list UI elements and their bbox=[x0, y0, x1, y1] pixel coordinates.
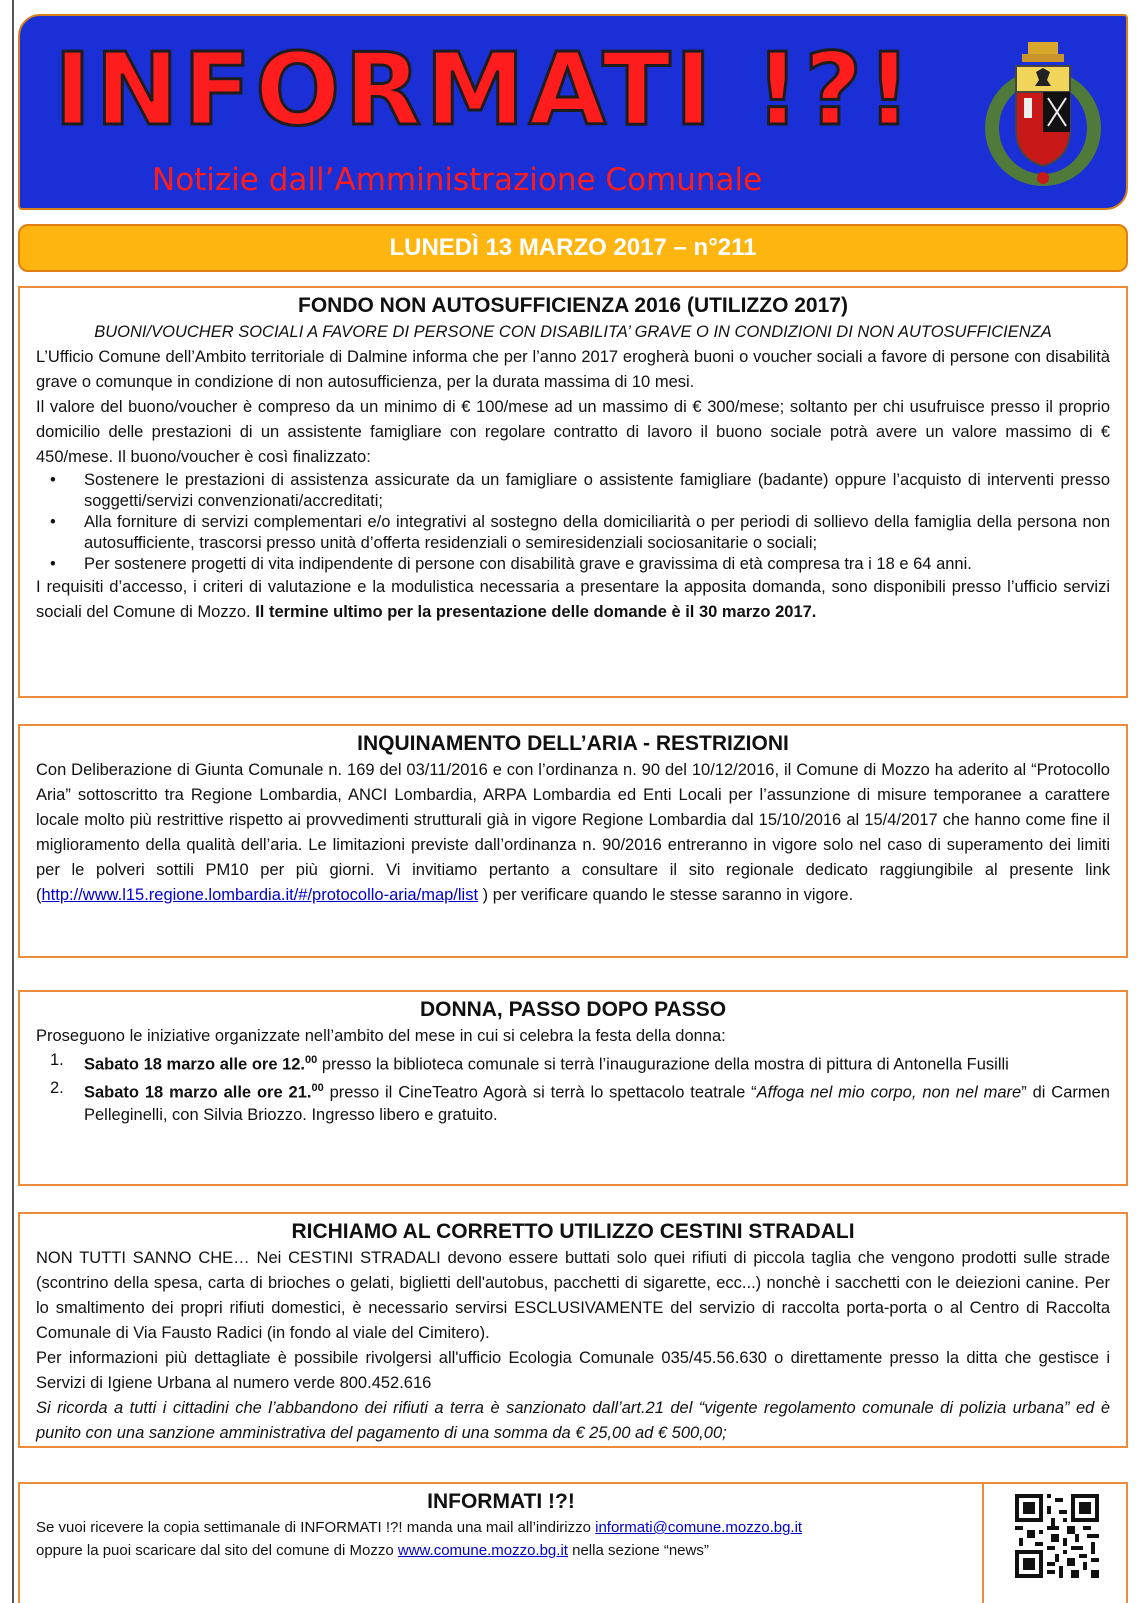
event-text: presso la biblioteca comunale si terrà l’inaugurazione della mostra di pittura di Antonella Fusilli bbox=[317, 1055, 1009, 1074]
footer-informati bbox=[18, 1482, 984, 1603]
qr-code-box bbox=[982, 1482, 1128, 1603]
email-link[interactable]: informati@comune.mozzo.bg.it bbox=[595, 1519, 803, 1536]
event-minutes: 00 bbox=[311, 1081, 324, 1094]
article-title: RICHIAMO AL CORRETTO UTILIZZO CESTINI STRADALI bbox=[291, 1220, 855, 1243]
article-text-end: ) per verificare quando le stesse saranno in vigore. bbox=[478, 886, 854, 904]
article-paragraph: Si ricorda a tutti i cittadini che l’abbandono dei rifiuti a terra è sanzionato dall’art.21 del “vigente regolamento comunale di polizia urbana” ed è punito con una sanzione amministrativa del pagamento di una somma da € 25,00 ad € 500,00; bbox=[36, 1399, 1110, 1442]
list-item bbox=[50, 1077, 1110, 1128]
article-text: Con Deliberazione di Giunta Comunale n. 169 del 03/11/2016 e con l’ordinanza n. 90 del 10/12/2016, il Comune di Mozzo ha aderito al “Protocollo Aria” sottoscritto tra Regione Lombardia, ANCI Lombardia, ARPA Lombardia ed Enti Locali per l’assunzione di misure temporanee a carattere locale molto più restrittive rispetto ai provvedimenti strutturali già in vigore Regione Lombardia dal 15/10/2016 al 15/4/2017 che hanno come fine il miglioramento della qualità dell’aria. Le limitazioni previste dall’ordinanza n. 90/2016 entreranno in vigore solo nel caso di superamento dei limiti per le polveri sottili PM10 per più giorni. Vi invitiamo pertanto a consultare il sito regionale dedicato raggiungibile al presente link ( bbox=[36, 761, 1110, 904]
bullet-list bbox=[36, 470, 1110, 575]
masthead-subtitle: Notizie dall’Amministrazione Comunale bbox=[152, 162, 763, 198]
item-number: 2. bbox=[50, 1078, 64, 1097]
footer-line bbox=[36, 1539, 966, 1562]
qr-code-icon[interactable] bbox=[1015, 1494, 1099, 1578]
article-paragraph bbox=[36, 758, 1110, 908]
article-donna-passo-dopo-passo bbox=[18, 990, 1128, 1186]
article-paragraph: L’Ufficio Comune dell’Ambito territoriale di Dalmine informa che per l’anno 2017 erogherà buoni o voucher sociali a favore di persone con disabilità grave o comunque in condizione di non autosufficienza, per la durata massima di 10 mesi. bbox=[36, 348, 1110, 391]
event-text-end: ” di Carmen Pelleginelli, con Silvia Briozzo. Ingresso libero e gratuito. bbox=[84, 1083, 1110, 1124]
article-paragraph: Il valore del buono/voucher è compreso da un minimo di € 100/mese ad un massimo di € 300/mese; soltanto per chi usufruisce presso il proprio domicilio delle prestazioni di un assistente famigliare con regolare contratto di lavoro il buono sociale potrà avere un valore massimo di € 450/mese. Il buono/voucher è così finalizzato: bbox=[36, 398, 1110, 466]
event-minutes: 00 bbox=[305, 1054, 318, 1066]
footer-text: Se vuoi ricevere la copia settimanale di INFORMATI !?! manda una mail all’indirizzo bbox=[36, 1519, 596, 1536]
list-item: • Alla forniture di servizi complementari e/o integrativi al sostegno della domiciliarità o per periodi di sollievo della famiglia della persona non autosufficiente, trascorsi presso unità d’offerta residenziali o semiresidenziali sociosanitarie o sociali; bbox=[84, 512, 1110, 554]
article-fondo-non-autosufficienza bbox=[18, 286, 1128, 698]
event-date: Sabato 18 marzo alle ore 21. bbox=[84, 1083, 312, 1101]
article-inquinamento-aria bbox=[18, 724, 1128, 958]
masthead-title: INFORMATI !?! bbox=[54, 31, 916, 148]
website-link[interactable]: www.comune.mozzo.bg.it bbox=[397, 1542, 568, 1559]
municipal-crest-icon bbox=[978, 36, 1108, 196]
list-item: • Sostenere le prestazioni di assistenza assicurate da un famigliare o assistente famigliare (badante) oppure l’acquisto di interventi presso soggetti/servizi convenzionati/accreditati; bbox=[84, 470, 1110, 512]
page-left-rule bbox=[12, 0, 14, 1603]
footer-text: nella sezione “news” bbox=[567, 1542, 709, 1559]
article-intro: Proseguono le iniziative organizzate nell’ambito del mese in cui si celebra la festa della donna: bbox=[36, 1027, 726, 1045]
list-item bbox=[50, 1049, 1110, 1077]
article-paragraph: Per informazioni più dettagliate è possibile rivolgersi all'ufficio Ecologia Comunale 035/45.56.630 o direttamente presso la ditta che gestisce i Servizi di Igiene Urbana al numero verde 800.452.616 bbox=[36, 1349, 1110, 1392]
list-item: • Per sostenere progetti di vita indipendente di persone con disabilità grave e gravissima di età compresa tra i 18 e 64 anni. bbox=[84, 554, 1110, 575]
deadline-text: Il termine ultimo per la presentazione delle domande è il 30 marzo 2017. bbox=[255, 603, 817, 621]
article-title: DONNA, PASSO DOPO PASSO bbox=[419, 998, 727, 1021]
event-date: Sabato 18 marzo alle ore 12. bbox=[84, 1055, 306, 1074]
protocollo-aria-link[interactable]: http://www.l15.regione.lombardia.it/#/protocollo-aria/map/list bbox=[41, 886, 479, 904]
masthead bbox=[18, 14, 1128, 210]
footer-text: oppure la puoi scaricare dal sito del comune di Mozzo bbox=[36, 1542, 398, 1559]
article-title: FONDO NON AUTOSUFFICIENZA 2016 (UTILIZZO 2017) bbox=[298, 294, 848, 317]
article-paragraph: NON TUTTI SANNO CHE… Nei CESTINI STRADALI devono essere buttati solo quei rifiuti di piccola taglia che vengono prodotti sulle strade (scontrino della spesa, carta di brioches o gelati, biglietti dell'autobus, pacchetti di sigarette, ecc...) nonchè i sacchetti con le deiezioni canine. Per lo smaltimento dei propri rifiuti domestici, è necessario servirsi ESCLUSIVAMENTE del servizio di raccolta porta-porta o al Centro di Raccolta Comunale di Via Fausto Radici (in fondo al viale del Cimitero). bbox=[36, 1249, 1110, 1342]
footer-title: INFORMATI !?! bbox=[427, 1490, 575, 1513]
article-title: INQUINAMENTO DELL’ARIA - RESTRIZIONI bbox=[357, 732, 789, 755]
article-paragraph bbox=[36, 575, 1110, 625]
event-text: presso il CineTeatro Agorà si terrà lo spettacolo teatrale “ bbox=[323, 1083, 757, 1101]
event-list bbox=[36, 1049, 1110, 1127]
requirements-text: I requisiti d’accesso, i criteri di valutazione e la modulistica necessaria a presentare la apposita domanda, sono disponibili presso l’ufficio servizi sociali del Comune di Mozzo. bbox=[36, 578, 1110, 621]
article-cestini-stradali bbox=[18, 1212, 1128, 1448]
item-number: 1. bbox=[50, 1051, 64, 1069]
footer-line bbox=[36, 1516, 966, 1539]
article-subtitle: BUONI/VOUCHER SOCIALI A FAVORE DI PERSONE CON DISABILITA’ GRAVE O IN CONDIZIONI DI NON AUTOSUFFICIENZA bbox=[94, 323, 1052, 341]
show-title: Affoga nel mio corpo, non nel mare bbox=[756, 1083, 1022, 1101]
issue-date-bar: LUNEDÌ 13 MARZO 2017 – n°211 bbox=[18, 224, 1128, 272]
